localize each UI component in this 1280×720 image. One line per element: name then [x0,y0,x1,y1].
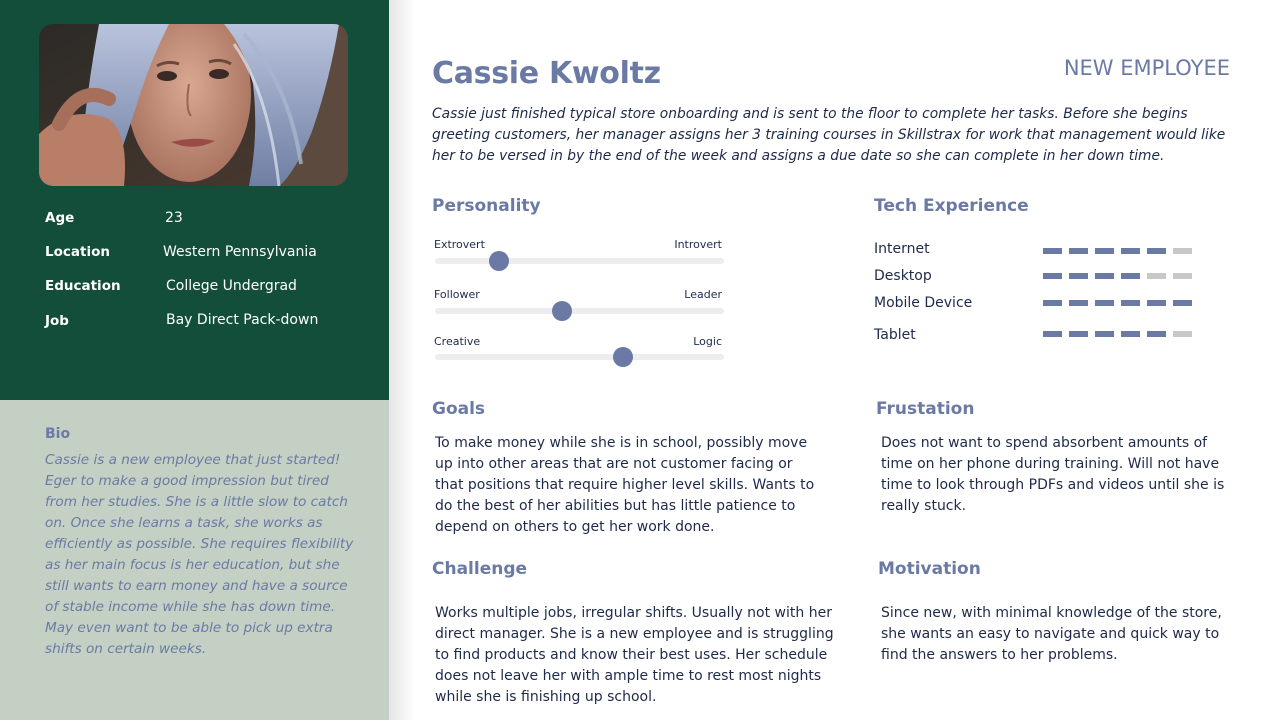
panel-shadow [389,0,415,720]
tech-bar-filled [1069,300,1088,306]
portrait-image [39,24,348,186]
slider-right-label: Introvert [674,238,722,251]
job-label: Job [45,313,69,329]
bio-title: Bio [45,426,71,442]
personality-slider-knob [552,301,572,321]
tech-bar-empty [1173,248,1192,254]
tech-bar-filled [1095,273,1114,279]
tech-bar-filled [1147,248,1166,254]
location-label: Location [45,244,110,260]
tech-label: Desktop [874,268,932,284]
tech-bar-filled [1121,248,1140,254]
tech-bar-filled [1095,248,1114,254]
tech-bar-filled [1069,248,1088,254]
motivation-text: Since new, with minimal knowledge of the store, she wants an easy to navigate and quick way to find the answers to her problems. [881,605,1222,663]
goals-title: Goals [432,399,486,419]
tech-level-bars [1043,300,1192,306]
tech-bar-empty [1173,331,1192,337]
job-value: Bay Direct Pack-down [166,312,319,328]
tech-bar-filled [1069,273,1088,279]
tech-label: Internet [874,241,930,257]
motivation-title: Motivation [878,559,981,579]
tech-bar-filled [1121,331,1140,337]
frustration-title: Frustation [876,399,975,419]
goals-text: To make money while she is in school, possibly move up into other areas that are not customer facing or that positions that require higher level skills. Wants to do the best of her abilities but has little patience to depend on others to get her work done. [435,435,815,535]
persona-role: NEW EMPLOYEE [1063,56,1230,80]
personality-title: Personality [432,196,541,216]
tech-label: Tablet [874,327,916,343]
slider-left-label: Creative [434,335,481,348]
personality-slider-track [435,308,724,314]
tech-bar-filled [1147,331,1166,337]
personality-slider-track [435,258,724,264]
tech-bar-filled [1043,248,1062,254]
personality-slider-track [435,354,724,360]
personality-slider-knob [613,347,633,367]
tech-bar-filled [1043,331,1062,337]
frustration-text: Does not want to spend absorbent amounts of time on her phone during training. Will not have time to look through PDFs and videos until she is really stuck. [881,435,1225,514]
tech-bar-filled [1043,273,1062,279]
location-value: Western Pennsylvania [163,244,317,260]
persona-name: Cassie Kwoltz [432,56,661,91]
bio-text: Cassie is a new employee that just started! Eger to make a good impression but tired from her studies. She is a little slow to catch on. Once she learns a task, she works as efficiently as possible. She requires flexibility as her main focus is her education, but she still wants to earn money and have a source of stable income while she has down time. May even want to be able to pick up extra shifts on certain weeks. [45,452,354,657]
tech-bar-filled [1121,273,1140,279]
tech-label: Mobile Device [874,295,973,311]
slider-right-label: Leader [684,288,722,301]
challenge-title: Challenge [432,559,528,579]
slider-right-label: Logic [693,335,722,348]
persona-intro: Cassie just finished typical store onboarding and is sent to the floor to complete her tasks. Before she begins greeting customers, her manager assigns her 3 training courses in Skillstrax for work that management would like her to be versed in by the end of the week and assigns a due date so she can complete in her down time. [432,106,1226,164]
slider-left-label: Follower [434,288,480,301]
tech-bar-filled [1147,300,1166,306]
education-value: College Undergrad [166,278,297,294]
age-label: Age [45,210,75,226]
tech-bar-filled [1043,300,1062,306]
age-value: 23 [165,210,183,226]
tech-bar-filled [1173,300,1192,306]
tech-bar-filled [1095,300,1114,306]
personality-slider-knob [489,251,509,271]
tech-bar-filled [1069,331,1088,337]
tech-bar-empty [1173,273,1192,279]
tech-bar-filled [1121,300,1140,306]
tech-level-bars [1043,248,1192,254]
education-label: Education [45,278,121,294]
tech-level-bars [1043,273,1192,279]
tech-level-bars [1043,331,1192,337]
tech-bar-filled [1095,331,1114,337]
slider-left-label: Extrovert [434,238,485,251]
challenge-text: Works multiple jobs, irregular shifts. Usually not with her direct manager. She is a new employee and is struggling to find products and know their best uses. Her schedule does not leave her with ample time to rest most nights while she is finishing up school. [435,605,834,705]
tech-experience-title: Tech Experience [874,196,1029,216]
tech-bar-empty [1147,273,1166,279]
profile-photo [39,24,348,186]
